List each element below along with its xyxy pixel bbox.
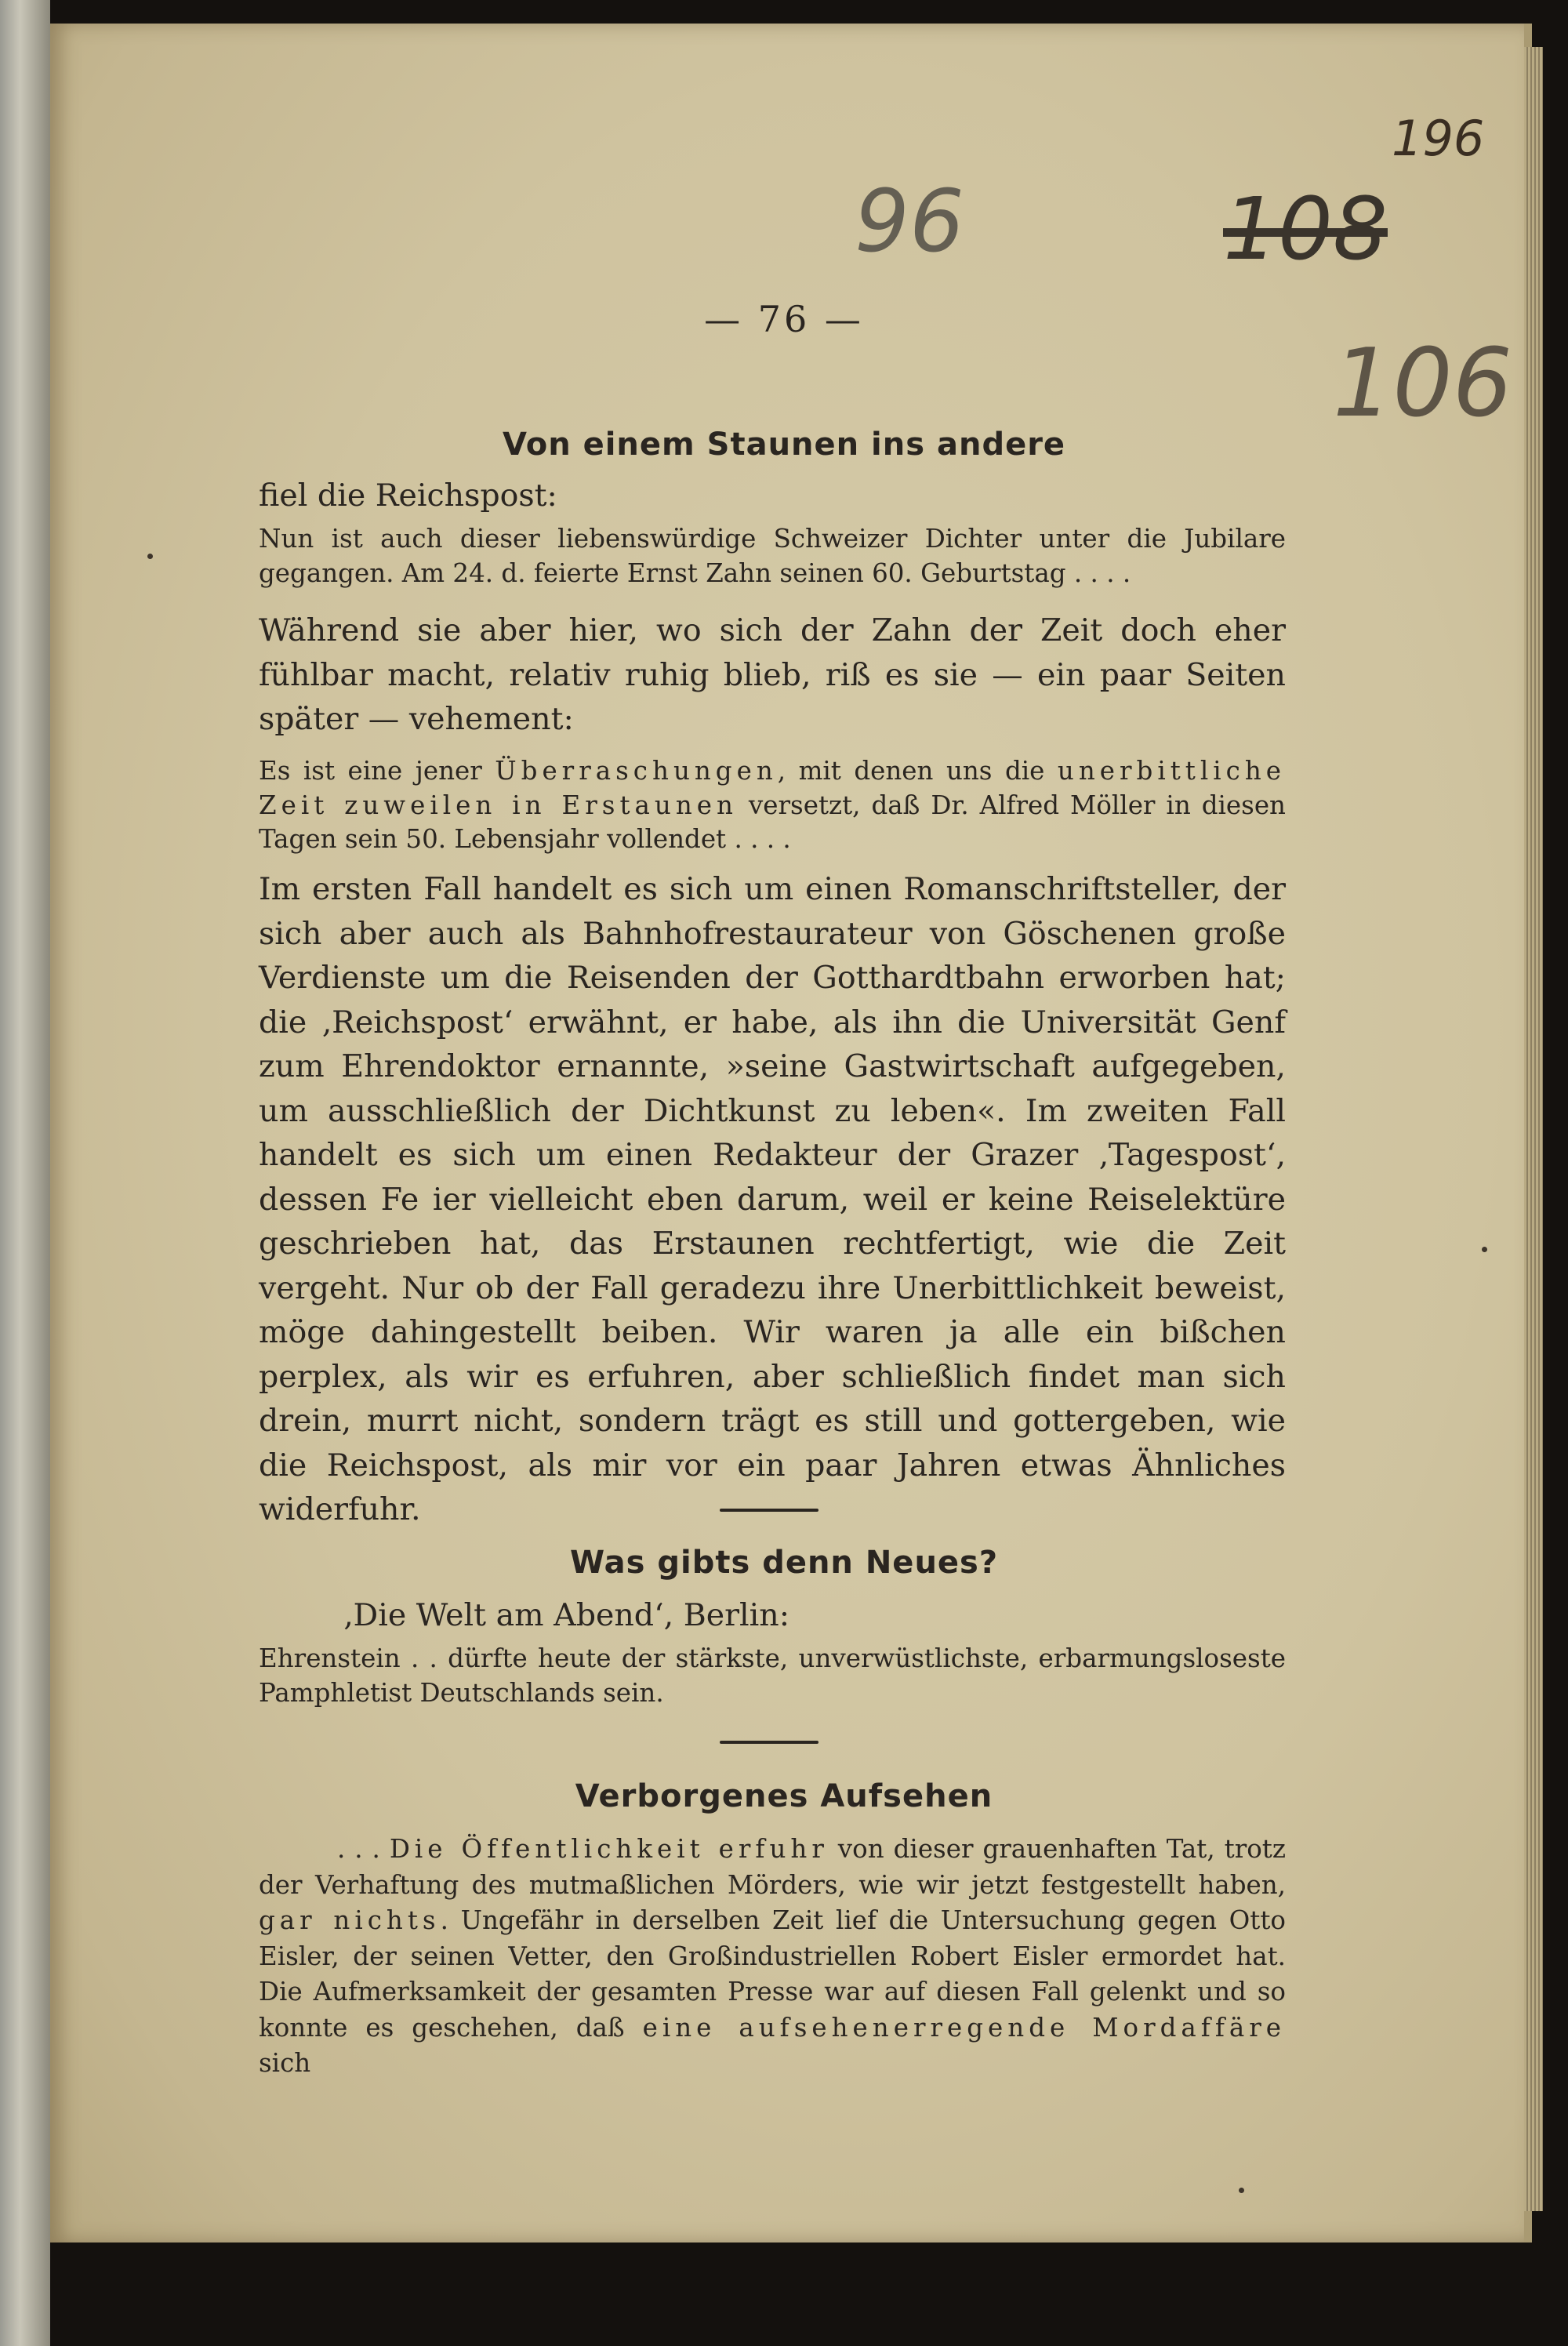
section3-spaced-gar-nichts: gar nichts bbox=[259, 1905, 441, 1935]
handwritten-number-struck-left: 96 bbox=[855, 171, 964, 271]
section3-part-e: . Ungefähr in derselben Zeit lief die Untersuchung gegen Otto Eisler, der seinen Vetter, den Großindustriellen Robert Eisler ermordet hat. Die Aufmerksamkeit der gesamten Presse war auf diesen Fall gelenkt und so konnte es geschehen, daß bbox=[259, 1905, 1286, 2043]
handwritten-number-side: 106 bbox=[1333, 329, 1513, 438]
section3-spaced-oeffentlichkeit: Die Öffentlichkeit erfuhr bbox=[389, 1834, 829, 1864]
book-spine bbox=[0, 0, 50, 2346]
quote2-part-e: versetzt, daß Dr. Alfred Möller in diesen Tagen sein 50. Lebensjahr vollendet . . . . bbox=[259, 790, 1286, 854]
handwritten-number-top-right: 196 bbox=[1392, 110, 1485, 167]
paper-speck bbox=[147, 554, 153, 559]
section2-quote: Ehrenstein . . dürfte heute der stärkste, unverwüstlichste, erbarmungsloseste Pamphletist Deutschlands sein. bbox=[259, 1643, 1286, 1708]
section-divider-1 bbox=[720, 1509, 818, 1512]
section-title-aufsehen: Verborgenes Aufsehen bbox=[575, 1778, 993, 1814]
section-divider-2 bbox=[720, 1741, 818, 1744]
section-title-staunen: Von einem Staunen ins andere bbox=[502, 427, 1066, 463]
section1-quote1: Nun ist auch dieser liebenswürdige Schweizer Dichter unter die Jubilare gegangen. Am 24. d. feierte Ernst Zahn seinen 60. Geburtstag . . . . bbox=[259, 524, 1286, 588]
section1-quote2 bbox=[259, 754, 1286, 857]
paper-speck bbox=[1239, 2188, 1244, 2193]
quote2-part-c: , mit denen uns die bbox=[777, 756, 1058, 786]
paper-speck bbox=[1482, 1247, 1487, 1252]
page-number: — 76 — bbox=[704, 298, 864, 340]
quote2-part-a: Es ist eine jener bbox=[259, 756, 495, 786]
section2-intro: ‚Die Welt am Abend‘, Berlin: bbox=[343, 1597, 790, 1633]
section3-part-g: sich bbox=[259, 2048, 311, 2078]
section3-part-a: . . . bbox=[337, 1834, 390, 1864]
page-edges bbox=[1524, 47, 1543, 2211]
handwritten-number-struck-right: 108 bbox=[1223, 179, 1388, 279]
section1-paragraph2: Im ersten Fall handelt es sich um einen Romanschriftsteller, der sich aber auch als Bahnhofrestaurateur von Göschenen große Verdienste um die Reisenden der Gotthardtbahn erworben hat; die ‚Reichspost‘ erwähnt, er habe, als ihn die Universität Genf zum Ehrendoktor ernannte, »seine Gastwirtschaft aufgegeben, um ausschließlich der Dichtkunst zu leben«. Im zweiten Fall handelt es sich um einen Redakteur der Grazer ‚Tagespost‘, dessen Fe ier vielleicht eben darum, weil er keine Reiselektüre geschrieben hat, das Erstaunen rechtfertigt, wie die Zeit vergeht. Nur ob der Fall geradezu ihre Unerbittlichkeit beweist, möge dahingestellt beiben. Wir waren ja alle ein bißchen perplex, als wir es erfuhren, aber schließlich findet man sich drein, murrt nicht, sondern trägt es still und gottergeben, wie die Reichspost, als mir vor ein paar Jahren etwas Ähnliches widerfuhr. bbox=[259, 871, 1286, 1527]
section3-text bbox=[259, 1832, 1286, 2082]
quote2-spaced-ueberraschungen: Überraschungen bbox=[495, 756, 778, 786]
section3-spaced-mordaffaere: eine aufsehenerregende Mordaffäre bbox=[642, 2012, 1286, 2043]
quote2-spaced-unerbittliche: unerbittliche Zeit zuweilen in Erstaunen bbox=[259, 756, 1286, 820]
section1-paragraph1: Während sie aber hier, wo sich der Zahn der Zeit doch eher fühlbar macht, relativ ruhig blieb, riß es sie — ein paar Seiten später — vehement: bbox=[259, 612, 1286, 737]
section3-part-c: von dieser grauenhaften Tat, trotz der Verhaftung des mutmaßlichen Mörders, wie wir jetzt festgestellt haben, bbox=[259, 1834, 1286, 1900]
section1-intro: fiel die Reichspost: bbox=[259, 478, 557, 514]
section-title-neues: Was gibts denn Neues? bbox=[569, 1545, 999, 1581]
